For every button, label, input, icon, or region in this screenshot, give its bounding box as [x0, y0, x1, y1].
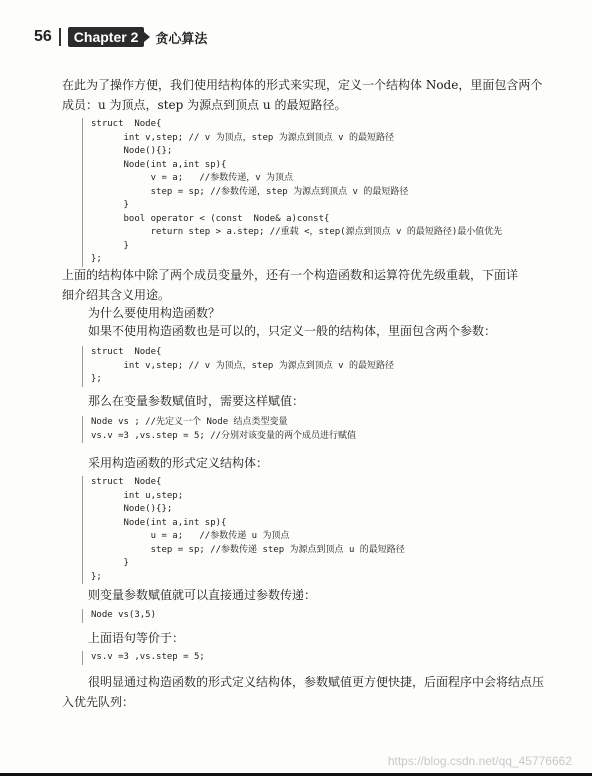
- para4: 采用构造函数的形式定义结构体：: [88, 456, 269, 470]
- para7-line-2: 入优先队列：: [62, 695, 135, 709]
- intro-line-2: 成员：u 为顶点，step 为源点到顶点 u 的最短路径。: [62, 98, 347, 112]
- code-block-simple-struct: struct Node{ int v,step; // v 为顶点，step 为源点到顶点 v 的最短路径 };: [82, 346, 394, 387]
- para3: 那么在变量参数赋值时，需要这样赋值：: [88, 394, 305, 408]
- para5: 则变量参数赋值就可以直接通过参数传递：: [88, 588, 317, 602]
- intro-line-1: 在此为了操作方便，我们使用结构体的形式来实现，定义一个结构体 Node，里面包含两个: [62, 78, 543, 92]
- code-block-equivalent: vs.v =3 ,vs.step = 5;: [82, 651, 205, 665]
- code-block-constructor-struct: struct Node{ int u,step; Node(){}; Node(int a,int sp){ u = a; //参数传递 u 为顶点 step = sp; //参数传递 step 为源点到顶点 u 的最短路径 } };: [82, 476, 405, 584]
- para2-line-1: 上面的结构体中除了两个成员变量外，还有一个构造函数和运算符优先级重载，下面详: [62, 268, 519, 282]
- para7-line-1: 很明显通过构造函数的形式定义结构体，参数赋值更方便快捷，后面程序中会将结点压: [88, 675, 545, 689]
- chapter-title: 贪心算法: [155, 31, 208, 47]
- para2-line-3: 如果不使用构造函数也是可以的，只定义一般的结构体，里面包含两个参数：: [88, 324, 497, 338]
- header-divider: [59, 28, 61, 46]
- para2-line-2: 细介绍其含义用途。: [62, 288, 171, 302]
- chapter-badge-arrow: [144, 32, 150, 42]
- code-block-assign: Node vs ; //先定义一个 Node 结点类型变量 vs.v =3 ,vs.step = 5; //分别对该变量的两个成员进行赋值: [82, 416, 356, 443]
- watermark-url: https://blog.csdn.net/qq_45776662: [387, 754, 572, 768]
- question-heading: 为什么要使用构造函数？: [88, 306, 221, 320]
- chapter-badge: Chapter 2: [68, 27, 145, 47]
- code-block-constructor-call: Node vs(3,5): [82, 609, 156, 623]
- para6: 上面语句等价于：: [88, 631, 185, 645]
- page-number: 56: [34, 28, 52, 45]
- code-block-node-struct: struct Node{ int v,step; // v 为顶点，step 为源点到顶点 v 的最短路径 Node(){}; Node(int a,int sp){ v = a; //参数传递，v 为顶点 step = sp; //参数传递，step 为源点到顶点 v 的最短路径 } bool operator < (const Node& a)const{ return step > a.step; //重载 <，step(源点到顶点 v 的最短路径)最小值优先 } };: [82, 118, 502, 267]
- page-header: [34, 26, 207, 48]
